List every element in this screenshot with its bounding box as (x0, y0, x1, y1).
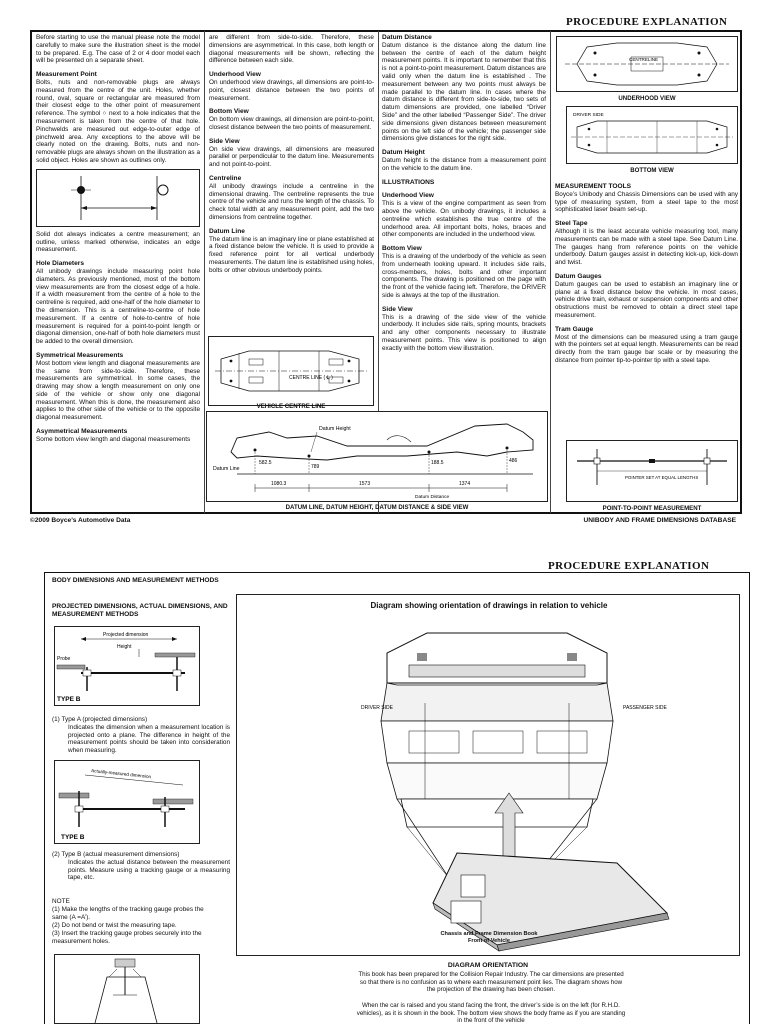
tram-label: POINTER SET AT EQUAL LENGTHS (625, 475, 699, 480)
underhood-caption: UNDERHOOD VIEW (618, 95, 676, 102)
section-heading: Bottom View (382, 245, 422, 253)
actual-label: Actually-measured dimension (90, 768, 152, 780)
column-divider (204, 31, 205, 513)
projected-label: Projected dimension (103, 632, 149, 638)
orientation-text-continued: When the car is raised and you stand facing the front, the driver’s side is on the left (for R.H.D. vehicles), as it is shown in the book. The bottom view shows the body frame as if you are standing in the front of the vehicle (356, 1002, 626, 1024)
note-item: (2) Do not bend or twist the measuring tape. (52, 922, 177, 929)
body-text: Although it is the least accurate vehicle measuring tool, many measurements can be made with a steel tape. See Datum Line. The gauges hang from reference points on the vehicle underbody. Datum gauges assist in detecting kick-up, kick-down and twist. (555, 227, 738, 267)
body-text: On bottom view drawings, all dimension are point-to-point, closest distance between the two points of measurement. (209, 116, 374, 131)
page-title: PROCEDURE EXPLANATION (566, 16, 728, 28)
footer-copyright: ©2009 Boyce’s Automotive Data (30, 517, 131, 524)
column-three (382, 34, 546, 412)
section-heading: Underhood View (382, 192, 434, 200)
height-label: Height (117, 644, 132, 650)
section-heading: Datum Gauges (555, 272, 602, 280)
body-text: On underhood view drawings, all dimensions are point-to-point, closest distance between the two points of measurement. (209, 78, 374, 102)
note-item: (3) Insert the tracking gauge probes securely into the measurement holes. (52, 930, 202, 945)
projected-diagram (55, 627, 199, 705)
book-label: Chassis and Frame Dimension Book (440, 931, 538, 937)
datum-distance-label: Datum Distance (415, 495, 450, 500)
tram-gauge-diagram (567, 441, 737, 501)
centreline-diagram (209, 337, 373, 405)
dim-label: 1573 (359, 481, 371, 487)
body-text: This is a view of the engine compartment as seen from above the vehicle. On unibody drawings, it includes a centreline which establishes the true centre of the underhood area. All important bolts, holes, braces and other components are included in the underhood view. (382, 200, 546, 239)
body-text: All unibody drawings include measuring point hole diameters. As previously mentioned, most of the bottom view measurements are from the closest edge of a hole. If a width measurement from the centre of a hole to the centreline is required, add one-half of the hole diameter to the dimension. This is a centreline-to-centre of hole measurement. If a centre of hole-to-centre of hole measurement is required for a point-to-point length or diagonal dimension, one-half of both hole diameters must be added to the overall dimension. (36, 267, 200, 346)
projected-figure (54, 626, 200, 706)
item-one-heading: (1) Type A (projected dimensions) (52, 716, 148, 723)
driver-side-label: DRIVER SIDE (573, 113, 604, 118)
section-heading: Datum Line (209, 227, 245, 235)
sub-heading: PROJECTED DIMENSIONS, ACTUAL DIMENSIONS, AND MEASUREMENT METHODS (52, 603, 228, 618)
footer-database: UNIBODY AND FRAME DIMENSIONS DATABASE (583, 517, 736, 524)
dim-label: 582.5 (259, 460, 272, 466)
section-heading: Steel Tape (555, 220, 588, 228)
section-heading: Tram Gauge (555, 325, 594, 333)
body-text: Datum gauges can be used to establish an imaginary line or plane at a fixed distance below the vehicle. In most cases, vehicle drive train, exhaust or suspension components and other obstructions must be removed to obtain a direct steel tape measurement. (555, 280, 738, 319)
page-title: PROCEDURE EXPLANATION (548, 560, 710, 572)
probe-figure (54, 954, 200, 1024)
body-text: Boyce’s Unibody and Chassis Dimensions can be used with any type of measuring system, from a steel tape to the most sophisticated laser beam set-up. (555, 190, 738, 214)
note-item: (1) Make the lengths of the tracking gauge probes the same (A =A’). (52, 906, 204, 921)
column-four (555, 183, 738, 409)
section-heading: BODY DIMENSIONS AND MEASUREMENT METHODS (52, 577, 219, 584)
section-heading: ILLUSTRATIONS (382, 178, 435, 186)
body-text: Most of the dimensions can be measured using a tram gauge with the pointers set at equal length. Measurements can be read directly from the tram gauge bar scale or by measuring the distance from pointer tip-to-pointer tip with a steel tape. (555, 333, 738, 364)
centreline-figure (208, 336, 374, 406)
datum-line-label: Datum Line (213, 466, 240, 472)
dim-label: 1374 (459, 481, 471, 487)
centreline-caption: VEHICLE CENTRE LINE (256, 403, 326, 410)
column-two (209, 34, 374, 334)
body-text: Most bottom view length and diagonal measurements are the same from side-to-side. Therefore, these measurements are symmetrical. In some cases, the drawing may show a length measurement on only one side of the vehicle or show only one diagonal measurement. When this is done, the measurement also applies to the other side of the vehicle or to the opposite diagonal measurement. (36, 359, 200, 422)
intro-text: Before starting to use the manual please note the model carefully to make sure the illustration sheet is the model to be prepared. E.g. The case of 2 or 4 door model each will be presented on a separate sheet. (36, 34, 200, 65)
driver-side-label: DRIVER SIDE (361, 705, 393, 711)
section-heading: Bottom View (209, 108, 249, 116)
column-divider (550, 31, 551, 513)
dim-label: 486 (509, 458, 518, 464)
bottom-view-caption: BOTTOM VIEW (630, 167, 674, 174)
dim-label: 188.5 (431, 460, 444, 466)
orientation-text: This book has been prepared for the Collision Repair Industry. The car dimensions are presented so that there is no confusion as to where each measurement point lies. The diagram shows how the projection of the drawing has been chosen. (358, 971, 624, 994)
section-heading: Side View (209, 137, 240, 145)
bottom-view-figure (566, 106, 738, 164)
section-heading: Centreline (209, 174, 242, 182)
datum-caption: DATUM LINE, DATUM HEIGHT, DATUM DISTANCE & SIDE VIEW (285, 504, 469, 511)
underhood-diagram (557, 37, 737, 91)
note-heading: NOTE (52, 898, 70, 905)
body-text: All unibody drawings include a centreline in the dimensional drawing. The centreline represents the true centre of the vehicle and runs the length of the chassis. To check total width at any measurement point, add the two dimensions from centreline together. (209, 182, 374, 221)
probe-label: Probe (57, 656, 71, 662)
item-one-text: Indicates the dimension when a measurement location is projected onto a plane. The difference in height of the measurement points should be taken into consideration when measuring. (68, 724, 230, 755)
diagram-title: Diagram showing orientation of drawings in relation to vehicle (370, 601, 608, 610)
dot-note: Solid dot always indicates a centre measurement; an outline, unless marked otherwise, indicates an edge measurement. (36, 230, 200, 254)
section-heading: Datum Distance (382, 34, 432, 41)
body-text: Datum height is the distance from a measurement point on the vehicle to the datum line. (382, 156, 546, 172)
column-one (36, 34, 200, 512)
centreline-label: CENTRE LINE ( ℄ ) (289, 375, 333, 381)
dim-label: 1080.3 (271, 481, 287, 487)
body-text: Some bottom view length and diagonal measurements (36, 435, 191, 443)
datum-diagram (207, 412, 547, 501)
section-heading: Side View (382, 305, 413, 313)
section-heading: Symmetrical Measurements (36, 351, 124, 359)
vehicle-orientation-diagram (237, 613, 739, 953)
page-two (0, 548, 768, 1024)
section-heading: Asymmetrical Measurements (36, 428, 128, 436)
body-text: are different from side-to-side. Therefore, these dimensions are asymmetrical. In this case, both length or diagonal measurements will be shown, reflecting the difference between each side. (209, 34, 374, 65)
type-label: TYPE B (61, 834, 85, 841)
underhood-figure (556, 36, 738, 92)
section-heading: Measurement Point (36, 71, 97, 79)
body-text: On side view drawings, all dimensions are measured parallel or perpendicular to the datum line. Measurements and not point-to-point. (209, 145, 374, 169)
section-heading: Datum Height (382, 149, 425, 157)
dim-label: 789 (311, 464, 320, 470)
type-label: TYPE B (57, 696, 81, 703)
passenger-side-label: PASSENGER SIDE (623, 705, 667, 711)
probe-diagram (55, 955, 199, 1023)
actual-diagram (55, 761, 199, 843)
section-heading: Hole Diameters (36, 260, 85, 268)
body-text: Bolts, nuts and non-removable plugs are always measured from the centre of the unit. Holes, whether round, oval, square or rectangular are measured from their closest edge to the other point of measurement reference. The symbol ○ next to a hole indicates that the measurement is taken from the centre of that hole. Pinchwelds are measured out edge-to-outer edge of pinchweld area. Any exceptions to the above will be clearly noted on the drawing. Bolts, nuts and non-removable plugs are always shown on the illustration as a solid object. Holes are shown as outlines only. (36, 78, 200, 164)
datum-height-label: Datum Height (319, 426, 351, 432)
centreline-label: CENTRELINE (629, 57, 659, 62)
item-two-text: Indicates the actual distance between the measurement points. Measure using a tracking gauge or a measuring tape, etc. (68, 859, 230, 882)
datum-figure (206, 411, 548, 502)
section-heading: Underhood View (209, 71, 261, 79)
actual-figure (54, 760, 200, 844)
body-text: This is a drawing of the underbody of the vehicle as seen from underneath looking upward. It includes side rails, cross-members, holes, bolts and other important components. The drawing is positioned on the page with the front of the vehicle facing left. Therefore, the DRIVER side is always at the top of the illustration. (382, 252, 546, 299)
dot-figure (36, 169, 200, 227)
section-heading: MEASUREMENT TOOLS (555, 183, 632, 190)
body-text: This is a drawing of the side view of the vehicle underbody. It includes side rails, spring mounts, brackets and any other components necessary to illustrate measurement points. This view is positioned to align exactly with the bottom view illustration. (382, 313, 546, 352)
bottom-view-diagram (567, 107, 737, 163)
item-two-heading: (2) Type B (actual measurement dimensions) (52, 851, 180, 858)
dot-diagram (37, 170, 199, 226)
tram-gauge-caption: POINT-TO-POINT MEASUREMENT (602, 505, 702, 512)
body-text: Datum distance is the distance along the datum line between the centre of each of the datum height measurement points. It is important to remember that this is not a point-to-point measurement. Datum distances are valid only when the datum line is established . The measurement between any two points must always be made parallel to the datum line. In cases where the datum distance is different from side-to-side, two sets of datum dimensions are provided, one labelled “Driver Side” and the other labelled “Passenger Side”. The driver side dimensions given distances between measurement points on the left side of the vehicle; the passenger side dimensions give distances for the right side. (382, 41, 546, 143)
book-sublabel: Front of Vehicle (468, 938, 510, 944)
orientation-heading: DIAGRAM ORIENTATION (447, 962, 529, 969)
body-text: The datum line is an imaginary line or plane established at a fixed distance below the vehicle. It is used to provide a fixed reference point for all vertical underbody measurements. The datum line is established using holes, bolts or other obvious underbody points. (209, 235, 374, 274)
orientation-figure (236, 594, 740, 956)
tram-gauge-figure (566, 440, 738, 502)
